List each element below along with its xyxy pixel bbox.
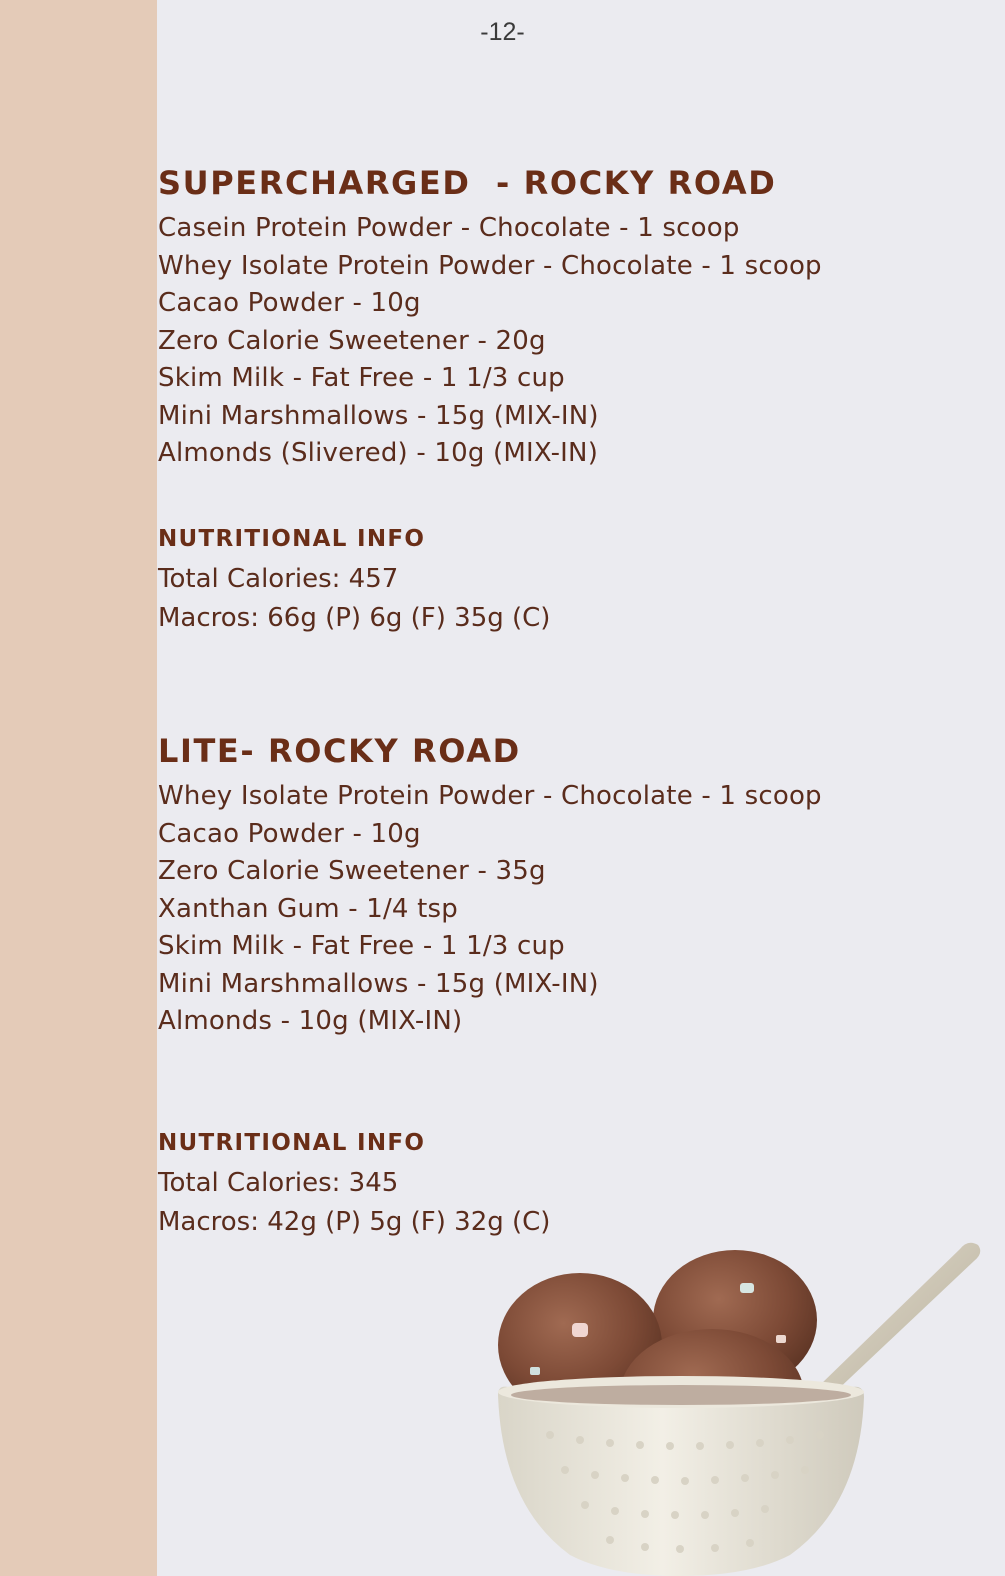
sidebar-accent bbox=[0, 0, 157, 1576]
recipe-title: LITE- ROCKY ROAD bbox=[158, 732, 521, 770]
ingredient-item: Zero Calorie Sweetener - 35g bbox=[158, 856, 546, 886]
ingredient-list bbox=[158, 778, 978, 1041]
nutrition-heading: NUTRITIONAL INFO bbox=[158, 526, 426, 552]
ingredient-item: Mini Marshmallows - 15g (MIX-IN) bbox=[158, 968, 599, 999]
macros: Macros: 42g (P) 5g (F) 32g (C) bbox=[158, 1207, 551, 1237]
ingredient-item: Cacao Powder - 10g bbox=[158, 818, 421, 849]
page-number: -12- bbox=[480, 18, 525, 46]
ingredient-item: Skim Milk - Fat Free - 1 1/3 cup bbox=[158, 931, 565, 961]
ingredient-item: Whey Isolate Protein Powder - Chocolate - 1 scoop bbox=[158, 781, 822, 811]
nutrition-lite bbox=[158, 1130, 978, 1242]
total-calories: Total Calories: 345 bbox=[158, 1168, 399, 1198]
ingredient-item: Mini Marshmallows - 15g (MIX-IN) bbox=[158, 400, 599, 431]
recipe-lite bbox=[158, 732, 978, 1041]
ingredient-list bbox=[158, 210, 978, 473]
ingredient-item: Whey Isolate Protein Powder - Chocolate - 1 scoop bbox=[158, 250, 822, 281]
total-calories: Total Calories: 457 bbox=[158, 564, 399, 594]
ingredient-item: Skim Milk - Fat Free - 1 1/3 cup bbox=[158, 363, 565, 393]
recipe-supercharged bbox=[158, 164, 978, 473]
nutrition-supercharged bbox=[158, 526, 978, 638]
ice-cream-bowl-illustration bbox=[490, 1235, 1005, 1576]
ingredient-item: Casein Protein Powder - Chocolate - 1 scoop bbox=[158, 213, 740, 243]
recipe-title: SUPERCHARGED - ROCKY ROAD bbox=[158, 164, 777, 202]
ingredient-item: Cacao Powder - 10g bbox=[158, 288, 421, 318]
ingredient-item: Zero Calorie Sweetener - 20g bbox=[158, 325, 546, 356]
ingredient-item: Almonds - 10g (MIX-IN) bbox=[158, 1006, 463, 1036]
nutrition-heading: NUTRITIONAL INFO bbox=[158, 1130, 426, 1156]
macros: Macros: 66g (P) 6g (F) 35g (C) bbox=[158, 603, 551, 633]
ingredient-item: Xanthan Gum - 1/4 tsp bbox=[158, 893, 458, 924]
ingredient-item: Almonds (Slivered) - 10g (MIX-IN) bbox=[158, 438, 599, 468]
